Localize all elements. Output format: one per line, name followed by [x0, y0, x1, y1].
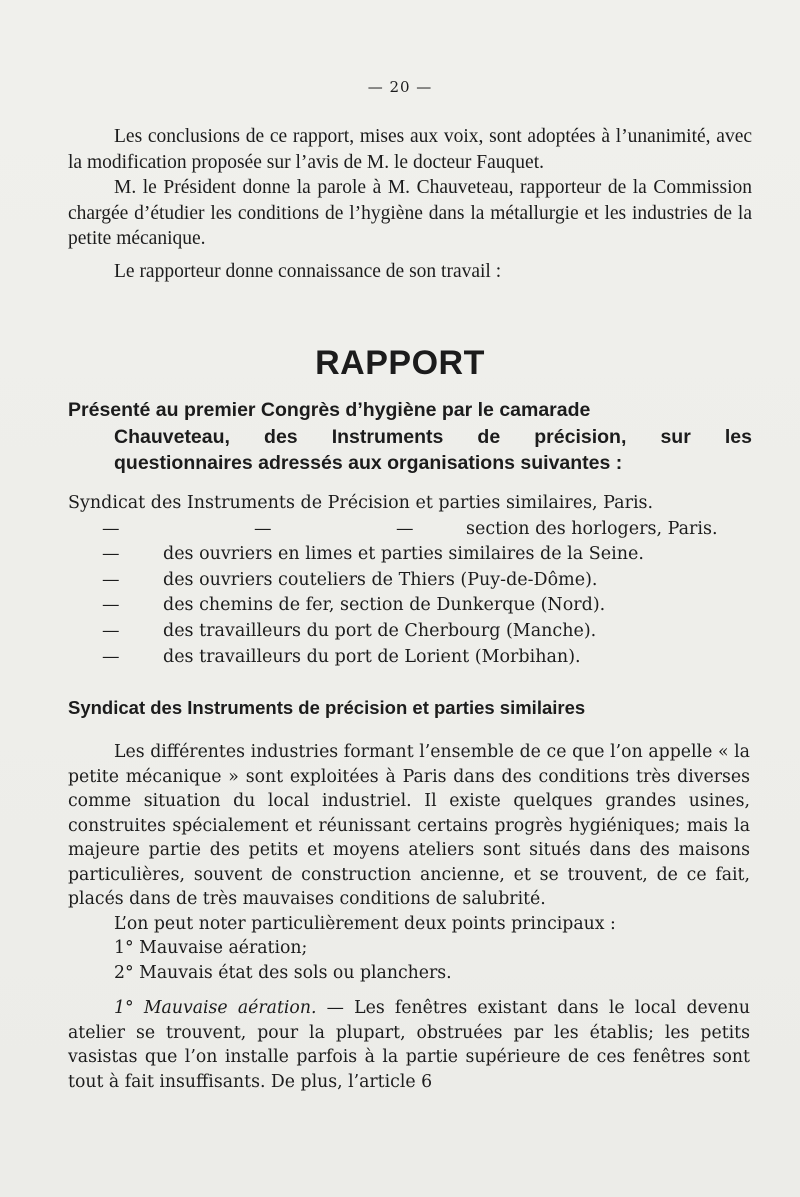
- subtitle-line-3: questionnaires adressés aux organisations suivantes :: [114, 452, 623, 474]
- list-item: 1° Mauvaise aération;: [114, 938, 308, 958]
- syndicat-item: [68, 568, 758, 594]
- ditto-dash: —: [396, 518, 414, 539]
- section-heading: Syndicat des Instruments de précision et parties similaires: [68, 697, 586, 718]
- list-item: 2° Mauvais état des sols ou planchers.: [114, 962, 452, 983]
- ditto-dash: —: [254, 518, 272, 539]
- report-subtitle: [68, 397, 752, 477]
- syndicat-second: section des horlogers, Paris.: [466, 518, 718, 539]
- intro-section: [68, 124, 752, 285]
- intro-paragraph-3: Le rapporteur donne connaissance de son travail :: [114, 260, 502, 282]
- ditto-dash: —: [102, 646, 120, 667]
- syndicat-item: [68, 593, 758, 619]
- intro-paragraph-1: Les conclusions de ce rapport, mises aux voix, sont adoptées à l’unanimité, avec la modification proposée sur l’avis de M. le docteur Fauquet.: [68, 126, 752, 173]
- body-section: [68, 740, 750, 1094]
- point-list: [68, 936, 750, 985]
- syndicat-list: [68, 491, 758, 670]
- syndicat-item: [68, 542, 758, 568]
- body-paragraph-2: L’on peut noter particulièrement deux points principaux :: [114, 913, 616, 934]
- syndicat-item: [68, 491, 758, 517]
- report-title: RAPPORT: [315, 344, 485, 382]
- body-paragraph-1: Les différentes industries formant l’ensemble de ce que l’on appelle « la petite mécanique » sont exploitées à Paris dans des conditions très diverses comme situation du local industriel. Il existe quelques grandes usines, construites spécialement et réunissant certains progrès hygiéniques; mais la majeure partie des petits et moyens ateliers sont situés dans des maisons particulières, souvent de construction ancienne, et se trouvent, de ce fait, placés dans de très mauvaises conditions de salubrité.: [68, 742, 750, 909]
- subtitle-line-1: Présenté au premier Congrès d’hygiène par le camarade: [68, 399, 591, 421]
- syndicat-text: des travailleurs du port de Lorient (Morbihan).: [163, 646, 581, 667]
- ditto-dash: —: [102, 518, 120, 539]
- syndicat-text: des ouvriers en limes et parties similaires de la Seine.: [163, 544, 644, 565]
- subsection-heading: 1° Mauvaise aération.: [114, 998, 317, 1018]
- intro-paragraph-2: M. le Président donne la parole à M. Chauveteau, rapporteur de la Commission chargée d’étudier les conditions de l’hygiène dans la métallurgie et les industries de la petite mécanique.: [68, 177, 752, 250]
- page-number: — 20 —: [367, 78, 433, 96]
- syndicat-first: Syndicat des Instruments de Précision et parties similaires, Paris.: [68, 493, 654, 513]
- syndicat-item: [68, 645, 758, 671]
- syndicat-item: [68, 619, 758, 645]
- ditto-dash: —: [102, 620, 120, 641]
- body-paragraph-3-text: — Les fenêtres existant dans le local devenu atelier se trouvent, pour la plupart, obstruées par les établis; les petits vasistas que l’on installe parfois à la partie supérieure de ces fenêtres sont tout à fait insuffisants. De plus, l’article 6: [68, 998, 750, 1092]
- ditto-dash: —: [102, 544, 120, 565]
- body-paragraph-3: [68, 996, 750, 1094]
- syndicat-item: [68, 517, 758, 543]
- ditto-dash: —: [102, 595, 120, 616]
- syndicat-text: des chemins de fer, section de Dunkerque (Nord).: [163, 595, 606, 616]
- subtitle-line-2: Chauveteau, des Instruments de précision, sur les: [114, 425, 752, 448]
- syndicat-text: des ouvriers couteliers de Thiers (Puy-de-Dôme).: [163, 569, 598, 590]
- ditto-dash: —: [102, 569, 120, 590]
- syndicat-text: des travailleurs du port de Cherbourg (Manche).: [163, 620, 597, 641]
